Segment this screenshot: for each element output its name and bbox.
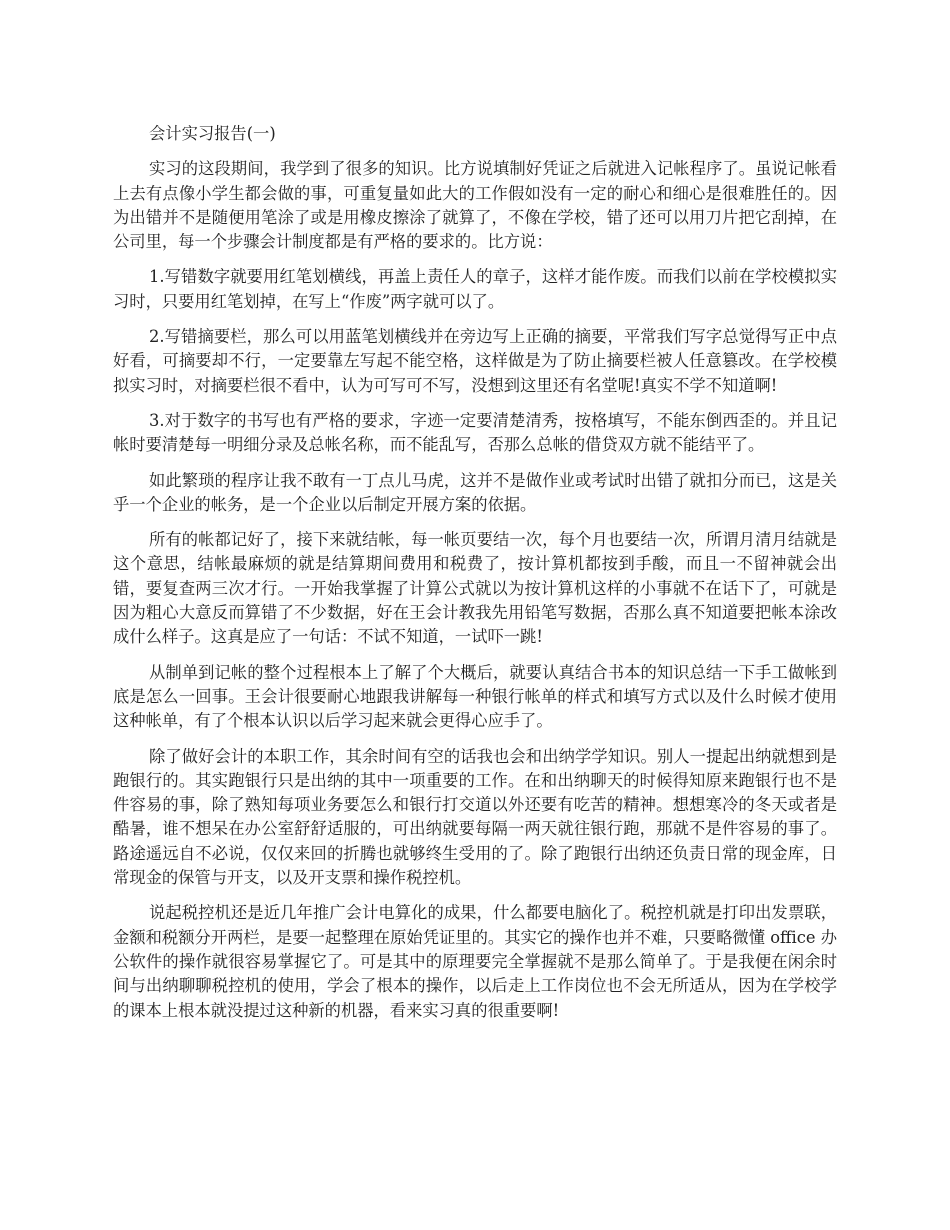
paragraph-1: 实习的这段期间，我学到了很多的知识。比方说填制好凭证之后就进入记帐程序了。虽说记帐看上去有点像小学生都会做的事，可重复量如此大的工作假如没有一定的耐心和细心是很难胜任的。因为出错并不是随便用笔涂了或是用橡皮擦涂了就算了，不像在学校，错了还可以用刀片把它刮掉，在公司里，每一个步骤会计制度都是有严格的要求的。比方说： [113, 159, 837, 252]
paragraph-7: 从制单到记帐的整个过程根本上了解了个大概后，就要认真结合书本的知识总结一下手工做帐到底是怎么一回事。王会计很要耐心地跟我讲解每一种银行帐单的样式和填写方式以及什么时候才使用这种帐单，有了个根本认识以后学习起来就会更得心应手了。 [113, 662, 837, 731]
paragraph-3: 2.写错摘要栏，那么可以用蓝笔划横线并在旁边写上正确的摘要，平常我们写字总觉得写正中点好看，可摘要却不行，一定要靠左写起不能空格，这样做是为了防止摘要栏被人任意篡改。在学校模拟实习时，对摘要栏很不看中，认为可写可不写，没想到这里还有名堂呢!真实不学不知道啊! [113, 327, 837, 395]
document-title: 会计实习报告(一) [149, 124, 276, 143]
paragraph-6: 所有的帐都记好了，接下来就结帐，每一帐页要结一次，每个月也要结一次，所谓月清月结就是这个意思，结帐最麻烦的就是结算期间费用和税费了，按计算机都按到手酸，而且一不留神就会出错，要复查两三次才行。一开始我掌握了计算公式就以为按计算机这样的小事就不在话下了，可就是因为粗心大意反而算错了不少数据，好在王会计教我先用铅笔写数据，否那么真不知道要把帐本涂改成什么样子。这真是应了一句话：不试不知道，一试吓一跳! [113, 530, 837, 647]
paragraph-9: 说起税控机还是近几年推广会计电算化的成果，什么都要电脑化了。税控机就是打印出发票联，金额和税额分开两栏，是要一起整理在原始凭证里的。其实它的操作也并不难，只要略微懂 office 办公软件的操作就很容易掌握它了。可是其中的原理要完全掌握就不是那么简单了。于是我便在闲余时间与出纳聊聊税控机的使用，学会了根本的操作，以后走上工作岗位也不会无所适从，因为在学校学的课本上根本就没提过这种新的机器，看来实习真的很重要啊! [113, 903, 837, 1020]
paragraph-4: 3.对于数字的书写也有严格的要求，字迹一定要清楚清秀，按格填写，不能东倒西歪的。并且记帐时要清楚每一明细分录及总帐名称，而不能乱写，否那么总帐的借贷双方就不能结平了。 [113, 410, 837, 455]
paragraph-5: 如此繁琐的程序让我不敢有一丁点儿马虎，这并不是做作业或考试时出错了就扣分而已，这是关乎一个企业的帐务，是一个企业以后制定开展方案的依据。 [113, 470, 837, 514]
paragraph-2: 1.写错数字就要用红笔划横线，再盖上责任人的章子，这样才能作废。而我们以前在学校模拟实习时，只要用红笔划掉，在写上“作废”两字就可以了。 [113, 267, 837, 311]
paragraph-8: 除了做好会计的本职工作，其余时间有空的话我也会和出纳学学知识。别人一提起出纳就想到是跑银行的。其实跑银行只是出纳的其中一项重要的工作。在和出纳聊天的时候得知原来跑银行也不是件容易的事，除了熟知每项业务要怎么和银行打交道以外还要有吃苦的精神。想想寒冷的冬天或者是酷暑，谁不想呆在办公室舒舒适服的，可出纳就要每隔一两天就往银行跑，那就不是件容易的事了。路途遥远自不必说，仅仅来回的折腾也就够终生受用的了。除了跑银行出纳还负责日常的现金库，日常现金的保管与开支，以及开支票和操作税控机。 [113, 746, 837, 888]
document-page [113, 122, 837, 1034]
